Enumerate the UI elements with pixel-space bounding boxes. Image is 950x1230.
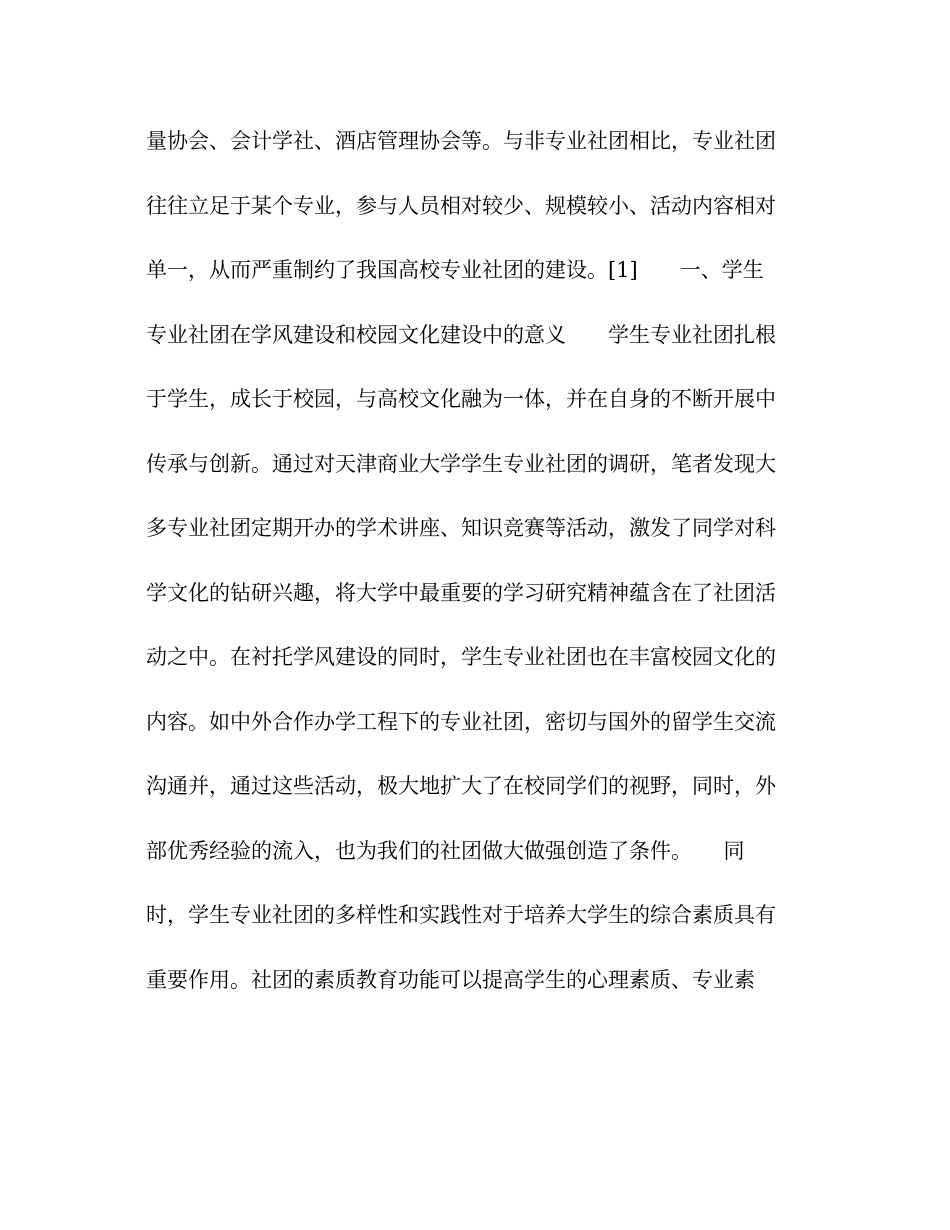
text-line: 学文化的钻研兴趣，将大学中最重要的学习研究精神蕴含在了社团活 (146, 580, 776, 605)
text-line: 沟通并，通过这些活动，极大地扩大了在校同学们的视野，同时，外 (146, 774, 776, 798)
text-line: 单一，从而严重制约了我国高校专业社团的建设。[1] 一、学生 (146, 258, 764, 282)
text-line: 内容。如中外合作办学工程下的专业社团，密切与国外的留学生交流 (146, 709, 776, 734)
text-line: 部优秀经验的流入，也为我们的社团做大做强创造了条件。 同 (146, 838, 745, 863)
text-line: 重要作用。社团的素质教育功能可以提高学生的心理素质、专业素 (146, 967, 755, 992)
text-line: 多专业社团定期开办的学术讲座、知识竞赛等活动，激发了同学对科 (146, 516, 776, 540)
text-line: 传承与创新。通过对天津商业大学学生专业社团的调研，笔者发现大 (146, 451, 776, 476)
text-line: 动之中。在衬托学风建设的同时，学生专业社团也在丰富校园文化的 (146, 645, 776, 669)
text-line: 专业社团在学风建设和校园文化建设中的意义 学生专业社团扎根 (146, 322, 776, 347)
text-line: 往往立足于某个专业，参与人员相对较少、规模较小、活动内容相对 (146, 193, 776, 218)
text-line: 量协会、会计学社、酒店管理协会等。与非专业社团相比，专业社团 (146, 129, 776, 153)
text-line: 于学生，成长于校园，与高校文化融为一体，并在自身的不断开展中 (146, 387, 776, 411)
text-line: 时，学生专业社团的多样性和实践性对于培养大学生的综合素质具有 (146, 903, 776, 927)
body-text (146, 118, 806, 1021)
